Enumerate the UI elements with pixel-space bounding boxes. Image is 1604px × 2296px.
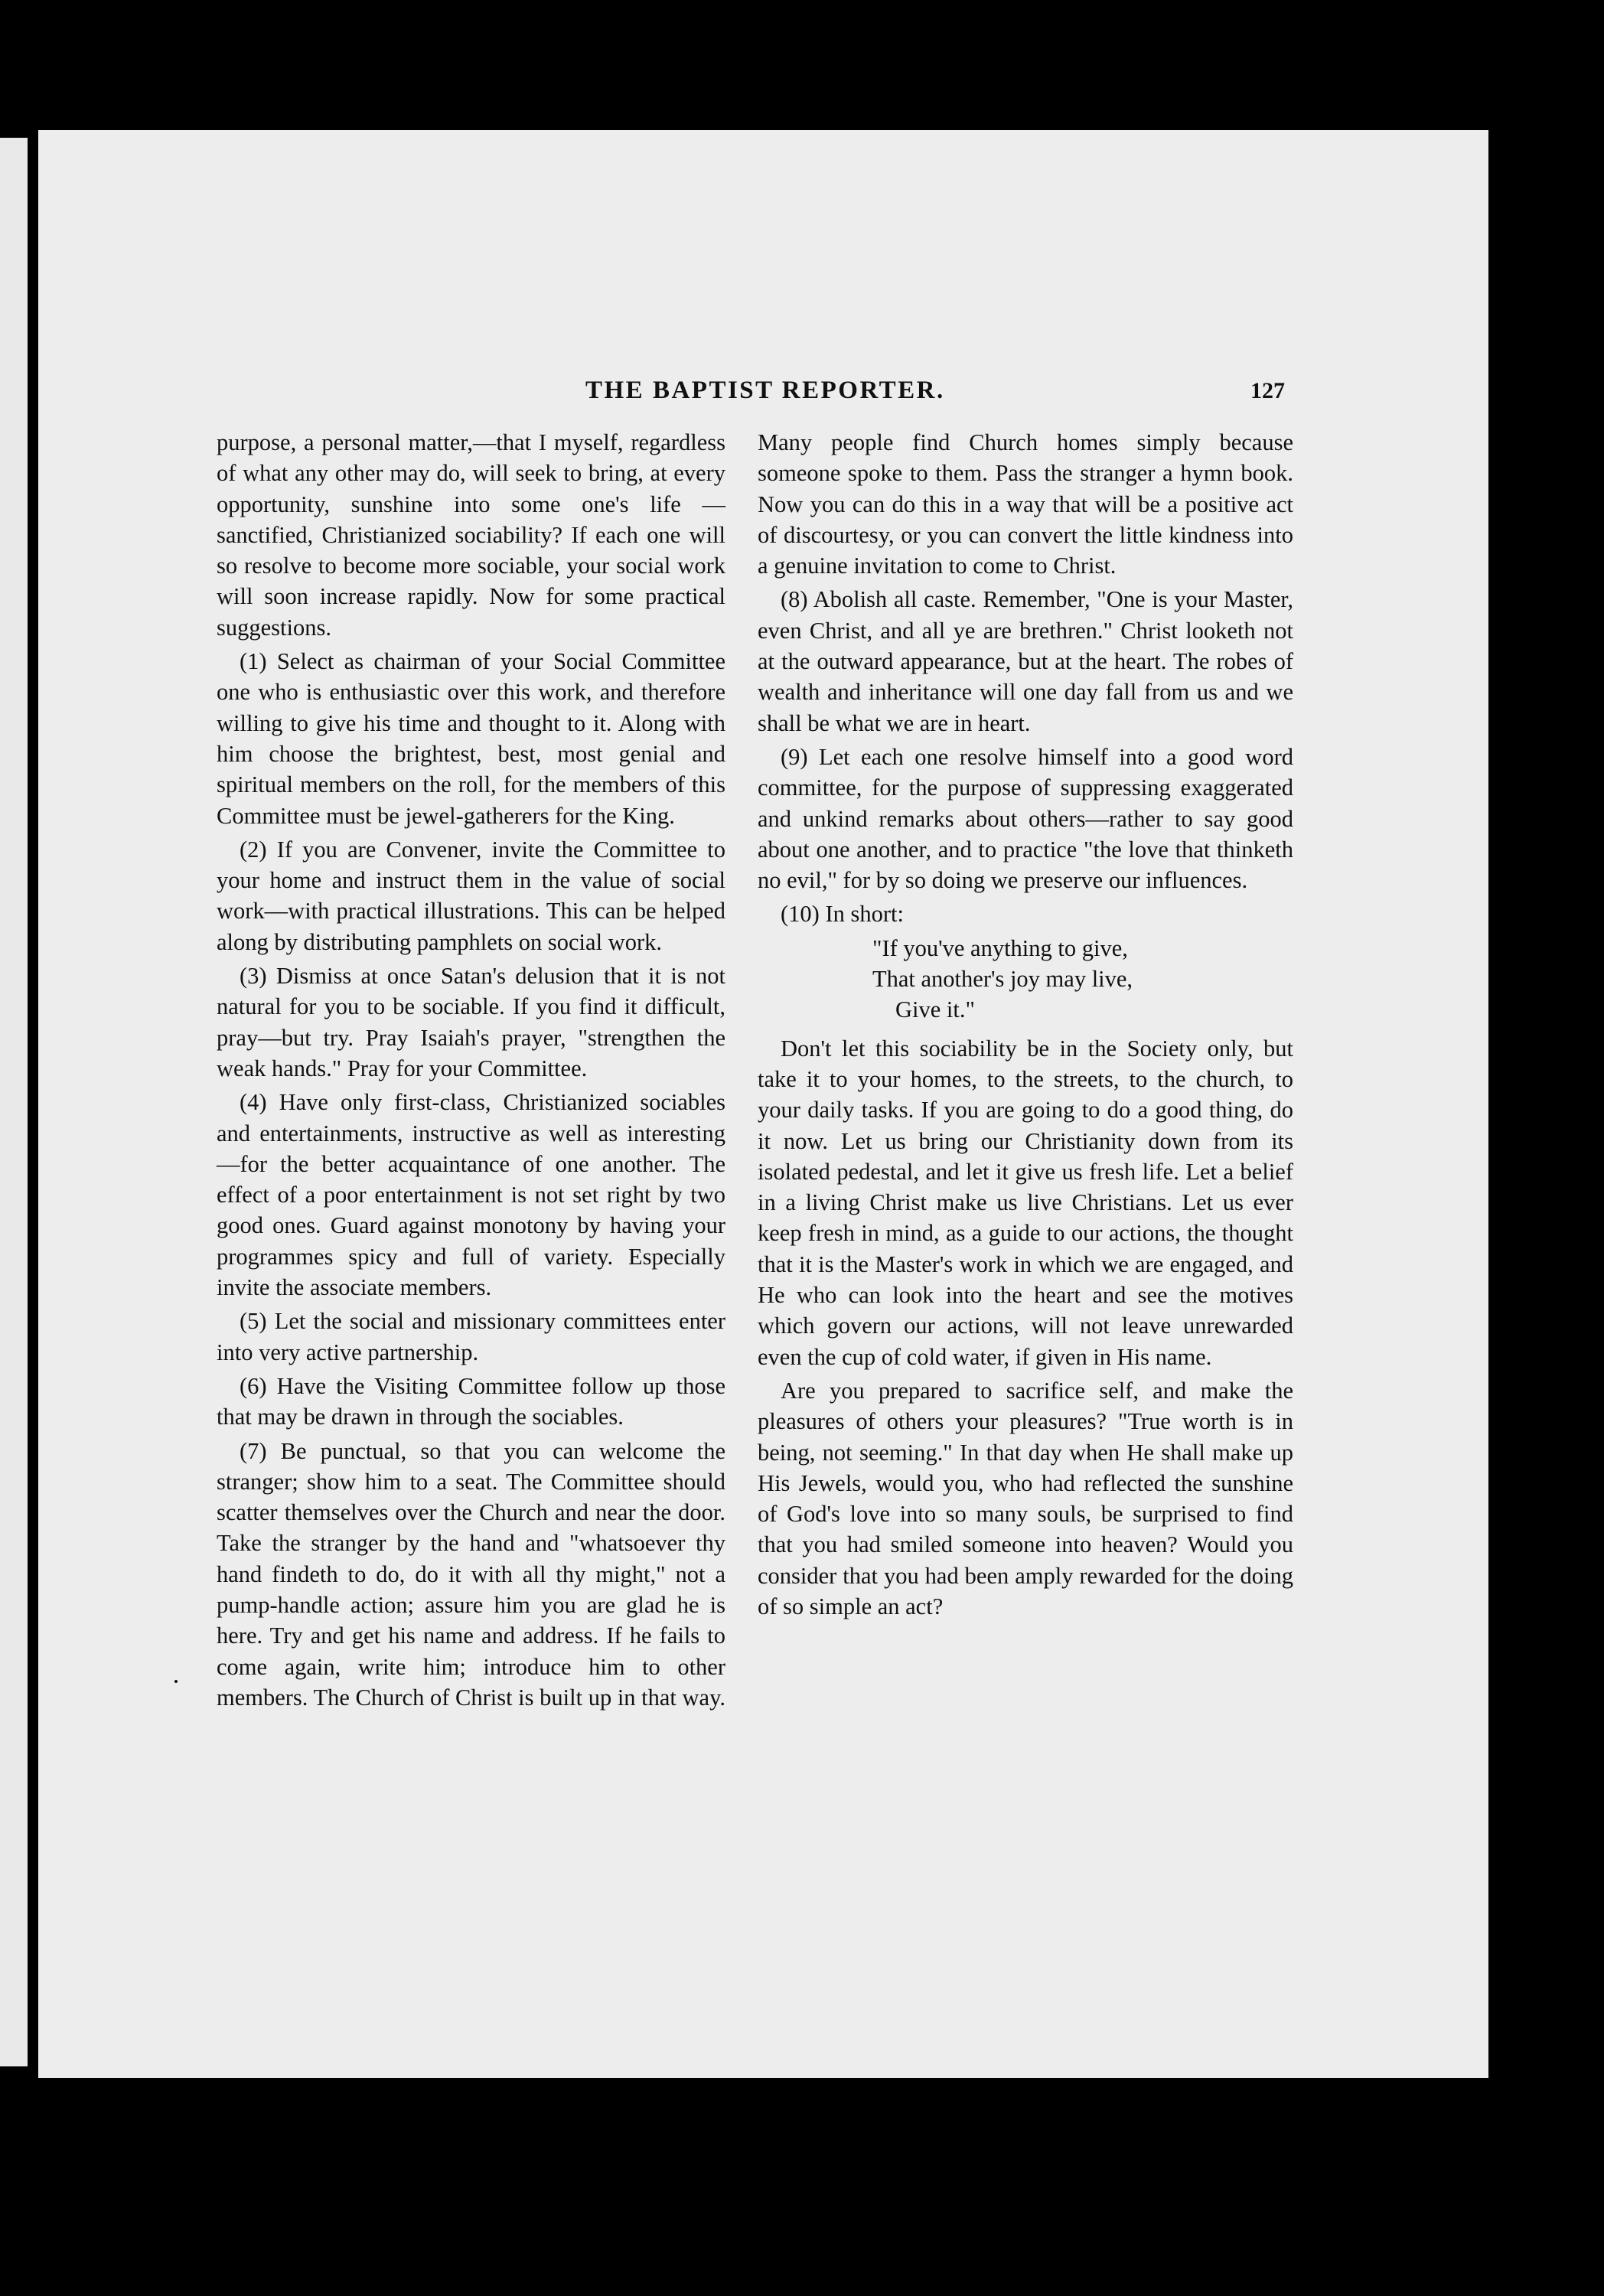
paragraph: (7) Be punctual, so that you can welcome the stranger; show him to a seat. The Committee should scatter themselves over the Church and near the door. Take the stranger by the hand and "whatsoever thy hand findeth to do, do it with all thy might," not a pump-handle action; assure him you are glad he is here. Try and get his name and address. If he fails to come again, write him; introduce him to other members. The Church of Christ is built up in that way.	[217, 1437, 725, 1711]
paragraph: (9) Let each one resolve himself into a good word committee, for the purpose of suppressing exaggerated and unkind remarks about others—rather to say good about one another, and to practice "the love that thinketh no evil," for by so doing we preserve our influences.	[758, 743, 1293, 894]
paragraph: Don't let this sociability be in the Society only, but take it to your homes, to the streets, to the church, to your daily tasks. If you are going to do a good thing, do it now. Let us bring our Christianity down from its isolated pedestal, and let it give us fresh life. Let a belief in a living Christ make us live Christians. Let us ever keep fresh in mind, as a guide to our actions, the thought that it is the Master's work in which we are engaged, and He who can look into the heart and see the motives which govern our actions, will not leave unrewarded even the cup of cold water, if given in His name.	[758, 1035, 1293, 1370]
paragraph: (6) Have the Visiting Committee follow up those that may be drawn in through the sociables.	[217, 1372, 725, 1430]
left-column	[217, 427, 725, 1716]
right-column-top-paragraphs	[758, 427, 1293, 930]
paragraph: (8) Abolish all caste. Remember, "One is your Master, even Christ, and all ye are brethren." Christ looketh not at the outward appearance, but at the heart. The robes of wealth and inheritance will one day fall from us and we shall be what we are in heart.	[758, 586, 1293, 736]
verse-line: Give it."	[895, 996, 975, 1023]
running-head: THE BAPTIST REPORTER.	[585, 377, 945, 404]
scan-speck	[174, 1680, 178, 1683]
facing-page-edge	[0, 138, 28, 2066]
paragraph: Many people find Church homes simply because someone spoke to them. Pass the stranger a hymn book. Now you can do this in a way that will be a positive act of discourtesy, or you can convert the little kindness into a genuine invitation to come to Christ.	[758, 429, 1293, 579]
verse-quote	[758, 933, 1293, 1026]
paragraph: (5) Let the social and missionary committees enter into very active partnership.	[217, 1308, 725, 1365]
right-column	[758, 427, 1293, 1625]
scanned-page	[38, 130, 1488, 2078]
paragraph: (1) Select as chairman of your Social Committee one who is enthusiastic over this work, and therefore willing to give his time and thought to it. Along with him choose the brightest, best, most genial and spiritual members on the roll, for the members of this Committee must be jewel-gatherers for the King.	[217, 648, 725, 829]
paragraph: (10) In short:	[781, 901, 904, 928]
paragraph: purpose, a personal matter,—that I myself, regardless of what any other may do, will seek to bring, at every opportunity, sunshine into some one's life —sanctified, Christianized sociability? If each one will so resolve to become more sociable, your social work will soon increase rapidly. Now for some practical suggestions.	[217, 429, 725, 641]
verse-line: "If you've anything to give,	[872, 934, 1128, 961]
paragraph: (3) Dismiss at once Satan's delusion that it is not natural for you to be sociable. If you find it difficult, pray—but try. Pray Isaiah's prayer, "strengthen the weak hands." Pray for your Committee.	[217, 963, 725, 1081]
page-number: 127	[1250, 378, 1285, 403]
paragraph: (2) If you are Convener, invite the Committee to your home and instruct them in the value of social work—with practical illustrations. This can be helped along by distributing pamphlets on social work.	[217, 836, 725, 955]
paragraph: (4) Have only first-class, Christianized sociables and entertainments, instructive as well as interesting—for the better acquaintance of one another. The effect of a poor entertainment is not set right by two good ones. Guard against monotony by having your programmes spicy and full of variety. Especially invite the associate members.	[217, 1089, 725, 1301]
verse-line: That another's joy may live,	[872, 966, 1133, 993]
paragraph: Are you prepared to sacrifice self, and make the pleasures of others your pleasures? "True worth is in being, not seeming." In that day when He shall make up His Jewels, would you, who had reflected the sunshine of God's love into so many souls, be surprised to find that you had smiled someone into heaven? Would you consider that you had been amply rewarded for the doing of so simple an act?	[758, 1377, 1293, 1619]
right-column-bottom-paragraphs	[758, 1033, 1293, 1623]
